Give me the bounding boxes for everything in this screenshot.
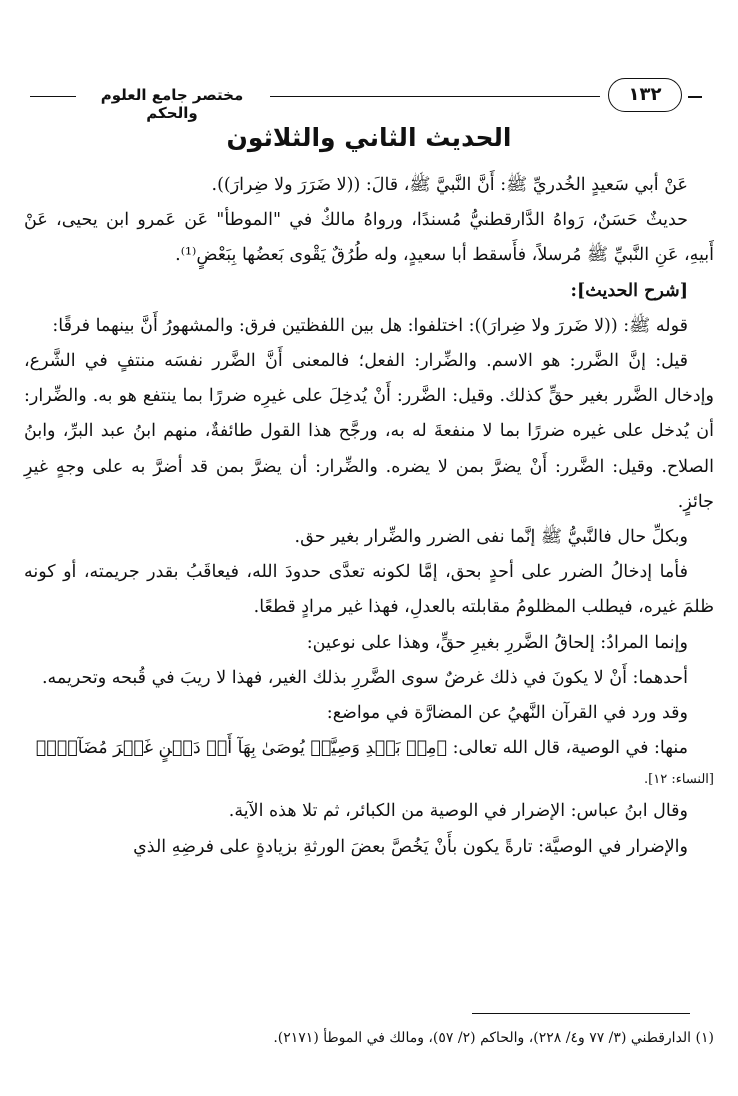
paragraph: فأما إدخالُ الضرر على أحدٍ بحق، إمَّا لكونه تعدَّى حدودَ الله، فيعاقَبُ بقدر جريمته، أو كونه ظلمَ غيره، فيطلب المظلومُ مقابلته بالعدلِ، فهذا غير مرادٍ قطعًا. xyxy=(24,562,714,618)
header-rule-middle xyxy=(270,96,600,97)
quran-verse: منها: في الوصية، قال الله تعالى: ﴿مِنۢ بَعۡدِ وَصِيَّةٖ يُوصَىٰ بِهَآ أَوۡ دَيۡنٍ غَيۡرَ مُضَآرّٖ﴾ xyxy=(35,738,688,759)
paragraph: قوله ﷺ: ((لا ضَررَ ولا ضِرارَ)): اختلفوا: هل بين اللفظتين فرق: والمشهورُ أَنَّ بينهما فرقًا: xyxy=(52,315,688,336)
page-header xyxy=(30,78,708,122)
footnote-rule xyxy=(472,1013,690,1014)
paragraph: وإنما المرادُ: إلحاقُ الضَّررِ بغيرِ حقٍّ، وهذا على نوعين: xyxy=(306,632,688,653)
verse-reference: [النساء: ١٢]. xyxy=(644,772,714,788)
book-title: مختصر جامع العلوم والحكم xyxy=(100,86,244,122)
paragraph: والإضرار في الوصيَّة: تارةً يكون بأَنْ يَخُصَّ بعضَ الورثةِ بزيادةٍ على فرضِهِ الذي xyxy=(133,836,688,857)
hadith-heading: الحديث الثاني والثلاثون xyxy=(226,123,512,152)
hadith-source: حديثٌ حَسَنٌ، رَواهُ الدَّارقطنيُّ مُسندًا، ورواهُ مالكٌ في "الموطأ" عَن عَمرو ابن يحيى، عَنْ أَبيهِ، عَنِ النَّبيِّ ﷺ مُرسلاً، فأَسقط أبا سعيدٍ، وله طُرُقٌ يَقْوى بَعضُها بِبَعْضٍ⁽¹⁾. xyxy=(24,210,714,266)
footnote: (١) الدارقطني (٣/ ٧٧ و٤/ ٢٢٨)، والحاكم (٢/ ٥٧)، ومالك في الموطأ (٢١٧١). xyxy=(273,1030,714,1046)
section-title: [شرح الحديث]: xyxy=(570,280,688,301)
paragraph: قيل: إنَّ الضَّرر: هو الاسم. والضِّرار: الفعل؛ فالمعنى أَنَّ الضَّرر نفسَه منتفٍ في الشَّرع، وإدخال الضَّرر بغير حقٍّ كذلك. وقيل: الضَّرر: أَنْ يُدخِلَ على غيرِه ضررًا بما ينتفع هو به. والضِّرار: أن يُدخل على غيره ضررًا بما لا منفعةَ له به، ورجَّح هذا القول طائفةٌ، منهم ابنُ عبد البرِّ، وابنُ الصلاح. وقيل: الضَّرر: أَنْ يضرَّ بمن لا يضره. والضِّرار: أن يضرَّ بمن قد أضرَّ به على وجهٍ غيرِ جائزٍ. xyxy=(24,351,714,512)
header-dash xyxy=(688,96,702,98)
page-number: ١٣٢ xyxy=(608,78,682,112)
header-rule-left xyxy=(30,96,76,97)
paragraph: أحدهما: أَنْ لا يكونَ في ذلك غرضٌ سوى الضَّررِ بذلك الغير، فهذا لا ريبَ في قُبحه وتحريمه. xyxy=(41,667,688,688)
paragraph: وبكلِّ حال فالنَّبيُّ ﷺ إنَّما نفى الضرر والضِّرار بغير حق. xyxy=(294,527,688,548)
paragraph: وقال ابنُ عباس: الإضرار في الوصية من الكبائر، ثم تلا هذه الآية. xyxy=(228,801,688,822)
main-text xyxy=(24,168,714,865)
hadith-text: عَنْ أبي سَعيدٍ الخُدريِّ ﷺ: أَنَّ النَّبيَّ ﷺ، قالَ: ((لا ضَرَرَ ولا ضِرارَ)). xyxy=(211,175,688,195)
paragraph: وقد ورد في القرآن النَّهيُ عن المضارَّة في مواضع: xyxy=(326,703,688,724)
